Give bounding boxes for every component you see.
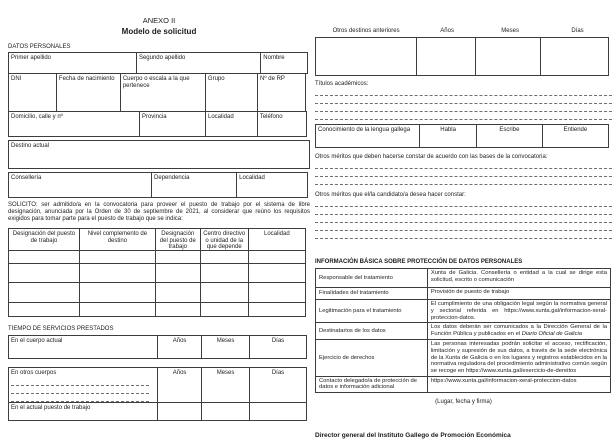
col-entiende: Entiende [542, 124, 609, 148]
destino-actual-table [8, 140, 310, 169]
otros-destinos-label: Otros destinos anteriores [332, 28, 400, 34]
empty-cell [8, 250, 80, 264]
empty-cell [79, 282, 156, 303]
diario-oficial-italic: Diario Oficial de Galicia [521, 331, 582, 338]
field-dependencia: Dependencia [151, 172, 237, 198]
puestos-header-centro: Centro directivo o unidad de la que depende [200, 228, 249, 251]
col-dias: Días [249, 367, 307, 403]
meritos-candidato-label: Otros méritos que el/la candidato/a desea hacer constar: [315, 192, 466, 198]
proteccion-value: https://www.xunta.gal/informacion-xeral-proteccion-datos [427, 376, 611, 393]
meritos-bases-label: Otros méritos que deben hacerse constar de acuerdo con las bases de la convocatoria: [315, 154, 548, 160]
field-provincia: Provincia [139, 111, 206, 137]
table-row [315, 268, 612, 288]
puestos-header-localidad: Localidad [248, 228, 306, 251]
empty-cell [475, 37, 541, 76]
col-habla: Habla [419, 124, 477, 148]
proteccion-label: Destinatarios de los datos [315, 322, 428, 340]
col-anos: Años [157, 367, 202, 403]
col-anos: Años [157, 335, 202, 359]
field-conselleria: Consellería [8, 172, 152, 198]
col-meses: Meses [201, 367, 250, 403]
field-primer-apellido: Primer apellido [8, 52, 137, 74]
dotted-line [315, 223, 612, 231]
section-datos-personales: DATOS PERSONALES [8, 44, 71, 50]
empty-cell [248, 302, 306, 317]
empty-cell [200, 302, 249, 317]
empty-cell [540, 37, 609, 76]
proteccion-label: Legitimación para el tratamiento [315, 299, 428, 323]
section-tiempo-servicios: TIEMPO DE SERVICIOS PRESTADOS [8, 326, 114, 332]
datos-personales-table [8, 52, 310, 137]
proteccion-value: Provisión de puesto de trabajo [427, 287, 611, 300]
right-column [315, 0, 612, 439]
otros-cuerpos-table [8, 367, 310, 421]
lengua-gallega-table [315, 124, 612, 148]
form-title-modelo: Modelo de solicitud [121, 27, 197, 36]
empty-cell [248, 263, 306, 283]
cuerpo-actual-table [8, 335, 310, 359]
empty-cell [416, 37, 476, 76]
lugar-fecha-firma: (Lugar, fecha y firma) [435, 398, 492, 405]
empty-cell [155, 263, 201, 283]
table-row [315, 376, 612, 393]
table-row [315, 299, 612, 323]
empty-cell [200, 263, 249, 283]
field-fecha-nacimiento: Fecha de nacimiento [56, 73, 121, 112]
field-cuerpo-escala: Cuerpo o escala a la que pertenece [120, 73, 206, 112]
empty-cell [8, 263, 80, 283]
table-row [8, 302, 310, 317]
conselleria-table [8, 172, 310, 198]
dotted-line [315, 104, 612, 112]
dotted-line [315, 169, 612, 177]
field-localidad-destino: Localidad [236, 172, 308, 198]
table-row [8, 263, 310, 283]
dotted-line [11, 386, 149, 394]
empty-cell [155, 302, 201, 317]
table-row [315, 339, 612, 377]
empty-cell [79, 250, 156, 264]
dotted-line [315, 215, 612, 223]
empty-cell [248, 282, 306, 303]
field-num-rp: Nº de RP [257, 73, 306, 112]
col-dias: Días [571, 28, 584, 34]
proteccion-datos-table [315, 268, 612, 393]
dotted-line [315, 199, 612, 207]
field-segundo-apellido: Segundo apellido [136, 52, 261, 74]
puestos-table [8, 228, 310, 317]
empty-cell [200, 282, 249, 303]
field-dni: DNI [8, 73, 57, 112]
empty-cell [8, 282, 80, 303]
field-destino-actual: Destino actual [8, 140, 310, 169]
empty-cell [79, 302, 156, 317]
empty-cell [155, 282, 201, 303]
field-localidad: Localidad [205, 111, 258, 137]
field-domicilio: Domicilio, calle y nº [8, 111, 140, 137]
proteccion-value: Las personas interesadas podrán solicitar el acceso, rectificación, limitación y supresión de sus datos, a través de la sede electrónica de la Xunta de Galicia o en los lugares y registros establecidos en la normativa reguladora del procedimiento administrativo común según se recoge en https://www.xunta.gal/exercicio-de-dereitos [427, 339, 611, 377]
dotted-line [315, 161, 612, 169]
dotted-line [11, 394, 149, 402]
proteccion-label: Ejercicio de derechos [315, 339, 428, 377]
field-en-cuerpo-actual: En el cuerpo actual [8, 335, 158, 359]
puestos-header-nivel: Nivel complemento de destino [79, 228, 156, 251]
empty-cell [157, 402, 202, 421]
dotted-line [315, 231, 612, 239]
puestos-header-designacion2: Designación del puesto de trabajo [155, 228, 201, 251]
col-escribe: Escribe [476, 124, 543, 148]
proteccion-value: El cumplimiento de una obligación legal según la normativa general y sectorial referida en https://www.xunta.gal/informacion-xeral-proteccion-datos. [427, 299, 611, 323]
empty-cell [248, 250, 306, 264]
titulos-academicos-label: Títulos académicos: [315, 81, 369, 87]
field-telefono: Teléfono [257, 111, 307, 137]
table-row [8, 282, 310, 303]
empty-cell [79, 263, 156, 283]
proteccion-label: Contacto delegado/a de protección de datos e información adicional [315, 376, 428, 393]
table-row [8, 250, 310, 264]
empty-cell [8, 302, 80, 317]
otros-cuerpos-label: En otros cuerpos [11, 370, 57, 376]
empty-cell [200, 250, 249, 264]
table-row [315, 322, 612, 340]
empty-cell [249, 402, 307, 421]
empty-cell [315, 37, 417, 76]
col-meses: Meses [501, 28, 519, 34]
col-anos: Años [440, 28, 454, 34]
form-title-anexo: ANEXO II [142, 16, 176, 25]
dotted-line [315, 96, 612, 104]
proteccion-label: Responsable del tratamiento [315, 268, 428, 288]
dotted-line [11, 377, 149, 386]
proteccion-label: Finalidades del tratamiento [315, 287, 428, 300]
dotted-line [315, 207, 612, 215]
otros-destinos-header [315, 28, 612, 35]
dotted-line [315, 88, 612, 96]
proteccion-value: Los datos deberán ser comunicados a la Dirección General de la Función Pública y publicados en el Diario Oficial de Galicia [427, 322, 611, 340]
col-dias: Días [249, 335, 307, 359]
empty-cell [201, 402, 250, 421]
section-proteccion-datos: INFORMACIÓN BÁSICA SOBRE PROTECCIÓN DE DATOS PERSONALES [315, 259, 523, 265]
otros-destinos-table [315, 37, 612, 76]
field-grupo: Grupo [205, 73, 258, 112]
dotted-line [315, 112, 612, 120]
field-en-actual-puesto: En el actual puesto de trabajo [8, 402, 158, 421]
proteccion-value: Xunta de Galicia. Consellería o entidad a la cual se dirige esta solicitud, escrito o comunicación [427, 268, 611, 288]
field-en-otros-cuerpos [8, 367, 158, 403]
director-general-line: Director general del Instituto Gallego de Promoción Económica [315, 431, 511, 439]
dotted-line [315, 177, 612, 185]
col-meses: Meses [201, 335, 250, 359]
empty-cell [155, 250, 201, 264]
solicito-paragraph: SOLICITO: ser admitido/a en la convocatoria para proveer el puesto de trabajo por el sistema de libre designación, anunciada por la Orden de 30 de septiembre de 2021, al considerar que reúno los requisitos exigidos para tomar parte para el puesto de trabajo que se indica: [8, 202, 310, 222]
field-lengua-gallega: Conocimiento de la lengua gallega [315, 124, 420, 148]
puestos-header-designacion: Designación del puesto de trabajo [8, 228, 80, 251]
field-nombre: Nombre [260, 52, 308, 74]
left-column [8, 0, 310, 421]
